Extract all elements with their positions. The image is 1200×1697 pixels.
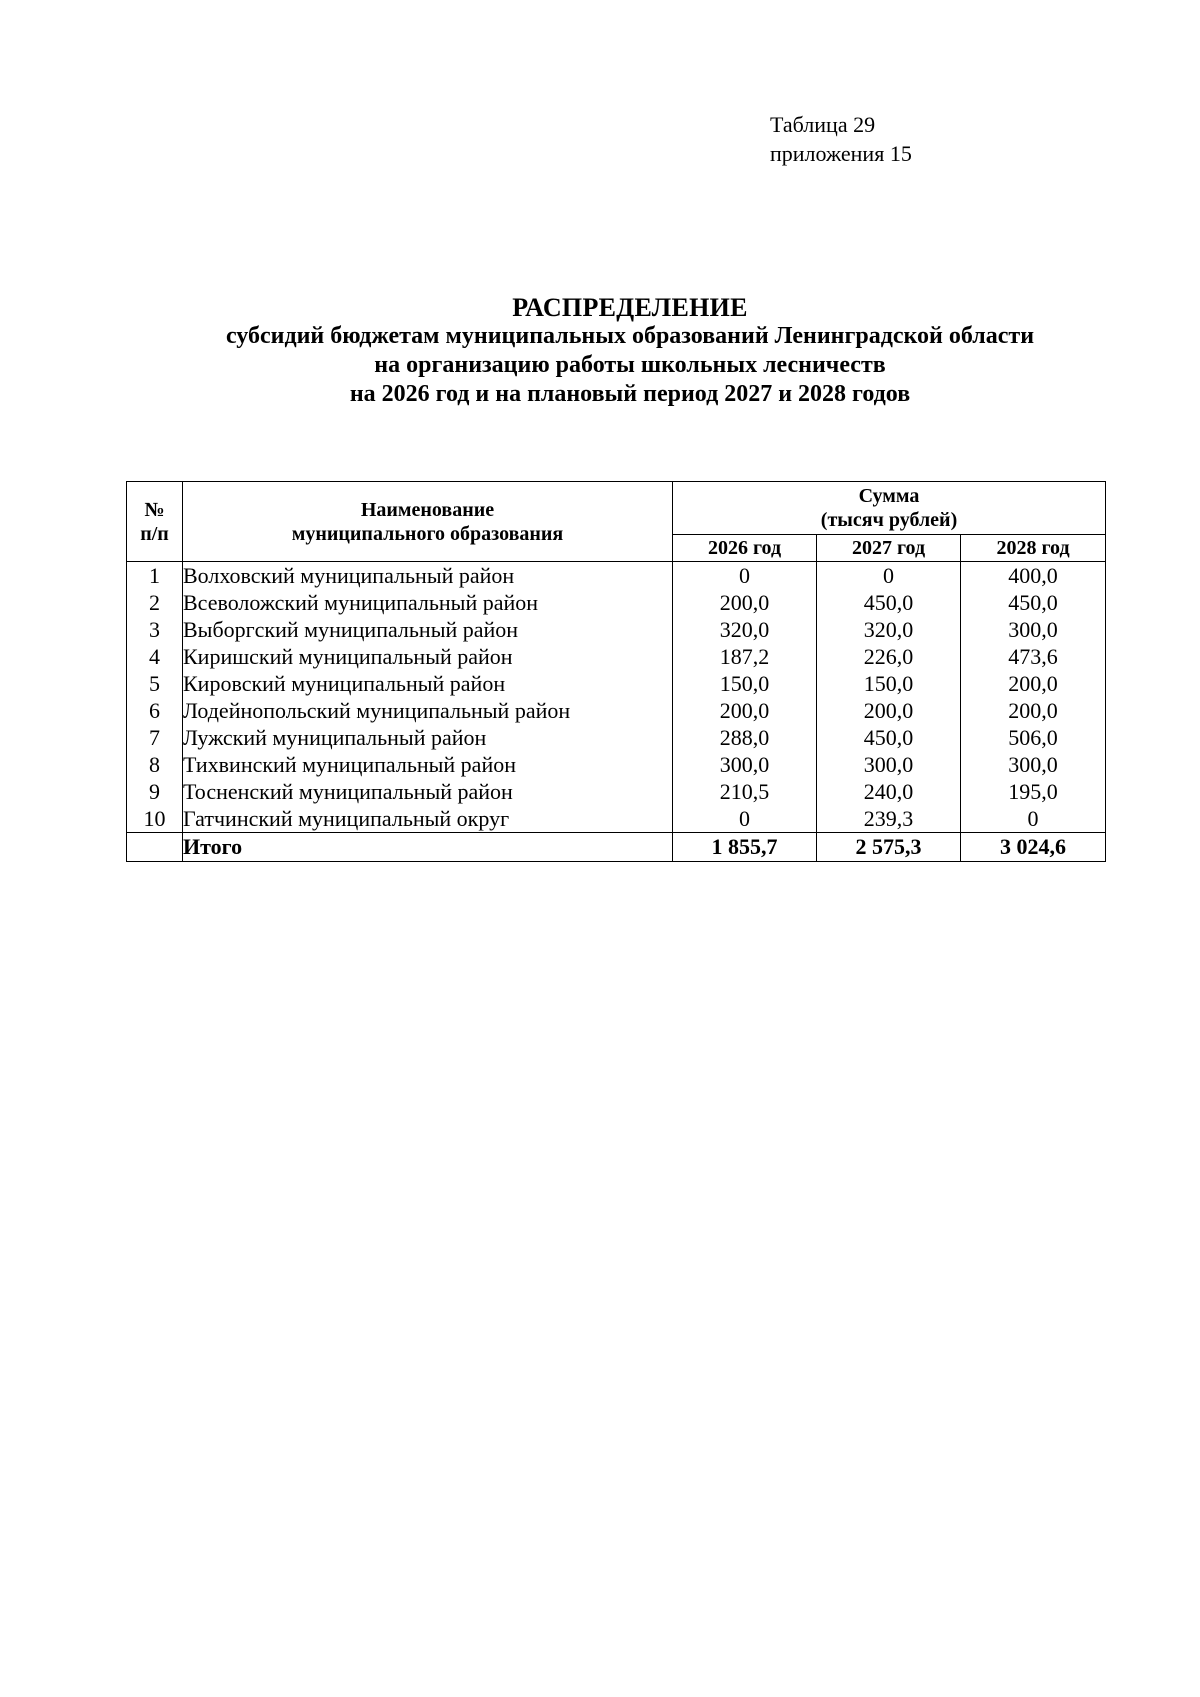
total-2028: 3 024,6 xyxy=(961,833,1106,862)
municipality-name: Кировский муниципальный район xyxy=(183,670,673,697)
amount-2027: 450,0 xyxy=(817,724,961,751)
amount-2028: 300,0 xyxy=(961,616,1106,643)
header-year-2027: 2027 год xyxy=(817,535,961,562)
municipality-name: Лужский муниципальный район xyxy=(183,724,673,751)
table-row xyxy=(127,697,1106,724)
total-2026: 1 855,7 xyxy=(673,833,817,862)
amount-2028: 473,6 xyxy=(961,643,1106,670)
header-number: № п/п xyxy=(127,482,183,562)
table-row xyxy=(127,778,1106,805)
row-number: 3 xyxy=(127,616,183,643)
amount-2027: 150,0 xyxy=(817,670,961,697)
table-row xyxy=(127,643,1106,670)
total-2027: 2 575,3 xyxy=(817,833,961,862)
total-row-number-cell xyxy=(127,833,183,862)
amount-2027: 240,0 xyxy=(817,778,961,805)
municipality-name: Тихвинский муниципальный район xyxy=(183,751,673,778)
total-row xyxy=(127,833,1106,862)
heading-line-3: на организацию работы школьных лесничеств xyxy=(374,352,886,378)
amount-2027: 320,0 xyxy=(817,616,961,643)
amount-2026: 320,0 xyxy=(673,616,817,643)
table-row xyxy=(127,724,1106,751)
amount-2028: 200,0 xyxy=(961,697,1106,724)
header-name: Наименование муниципального образования xyxy=(183,482,673,562)
amount-2028: 400,0 xyxy=(961,562,1106,590)
amount-2026: 210,5 xyxy=(673,778,817,805)
municipality-name: Гатчинский муниципальный округ xyxy=(183,805,673,833)
heading-line-4: на 2026 год и на плановый период 2027 и 2028 годов xyxy=(349,381,911,407)
table-row xyxy=(127,751,1106,778)
row-number: 1 xyxy=(127,562,183,590)
amount-2026: 0 xyxy=(673,805,817,833)
municipality-name: Киришский муниципальный район xyxy=(183,643,673,670)
amount-2028: 195,0 xyxy=(961,778,1106,805)
row-number: 8 xyxy=(127,751,183,778)
municipality-name: Лодейнопольский муниципальный район xyxy=(183,697,673,724)
municipality-name: Всеволожский муниципальный район xyxy=(183,589,673,616)
row-number: 10 xyxy=(127,805,183,833)
amount-2027: 450,0 xyxy=(817,589,961,616)
table-reference-note xyxy=(770,110,912,168)
row-number: 6 xyxy=(127,697,183,724)
municipality-name: Волховский муниципальный район xyxy=(183,562,673,590)
row-number: 2 xyxy=(127,589,183,616)
municipality-name: Выборгский муниципальный район xyxy=(183,616,673,643)
amount-2026: 150,0 xyxy=(673,670,817,697)
amount-2028: 200,0 xyxy=(961,670,1106,697)
amount-2027: 300,0 xyxy=(817,751,961,778)
table-row xyxy=(127,670,1106,697)
row-number: 7 xyxy=(127,724,183,751)
table-body xyxy=(127,562,1106,862)
appendix-number: приложения 15 xyxy=(770,141,912,166)
amount-2026: 200,0 xyxy=(673,697,817,724)
amount-2027: 0 xyxy=(817,562,961,590)
amount-2026: 200,0 xyxy=(673,589,817,616)
row-number: 9 xyxy=(127,778,183,805)
heading-line-2: субсидий бюджетам муниципальных образований Ленинградской области xyxy=(225,323,1035,349)
amount-2028: 506,0 xyxy=(961,724,1106,751)
table-row xyxy=(127,805,1106,833)
row-number: 5 xyxy=(127,670,183,697)
row-number: 4 xyxy=(127,643,183,670)
document-heading xyxy=(0,293,1200,409)
amount-2028: 300,0 xyxy=(961,751,1106,778)
header-year-2028: 2028 год xyxy=(961,535,1106,562)
header-year-2026: 2026 год xyxy=(673,535,817,562)
total-label: Итого xyxy=(183,833,673,862)
table-row xyxy=(127,616,1106,643)
distribution-table xyxy=(126,481,1106,862)
table-row xyxy=(127,589,1106,616)
table-number: Таблица 29 xyxy=(770,112,876,137)
header-sum: Сумма (тысяч рублей) xyxy=(673,482,1106,535)
document-title: РАСПРЕДЕЛЕНИЕ xyxy=(512,293,748,322)
amount-2026: 288,0 xyxy=(673,724,817,751)
amount-2028: 450,0 xyxy=(961,589,1106,616)
amount-2026: 187,2 xyxy=(673,643,817,670)
amount-2027: 226,0 xyxy=(817,643,961,670)
municipality-name: Тосненский муниципальный район xyxy=(183,778,673,805)
amount-2027: 239,3 xyxy=(817,805,961,833)
amount-2026: 300,0 xyxy=(673,751,817,778)
amount-2027: 200,0 xyxy=(817,697,961,724)
amount-2026: 0 xyxy=(673,562,817,590)
table-row xyxy=(127,562,1106,590)
amount-2028: 0 xyxy=(961,805,1106,833)
